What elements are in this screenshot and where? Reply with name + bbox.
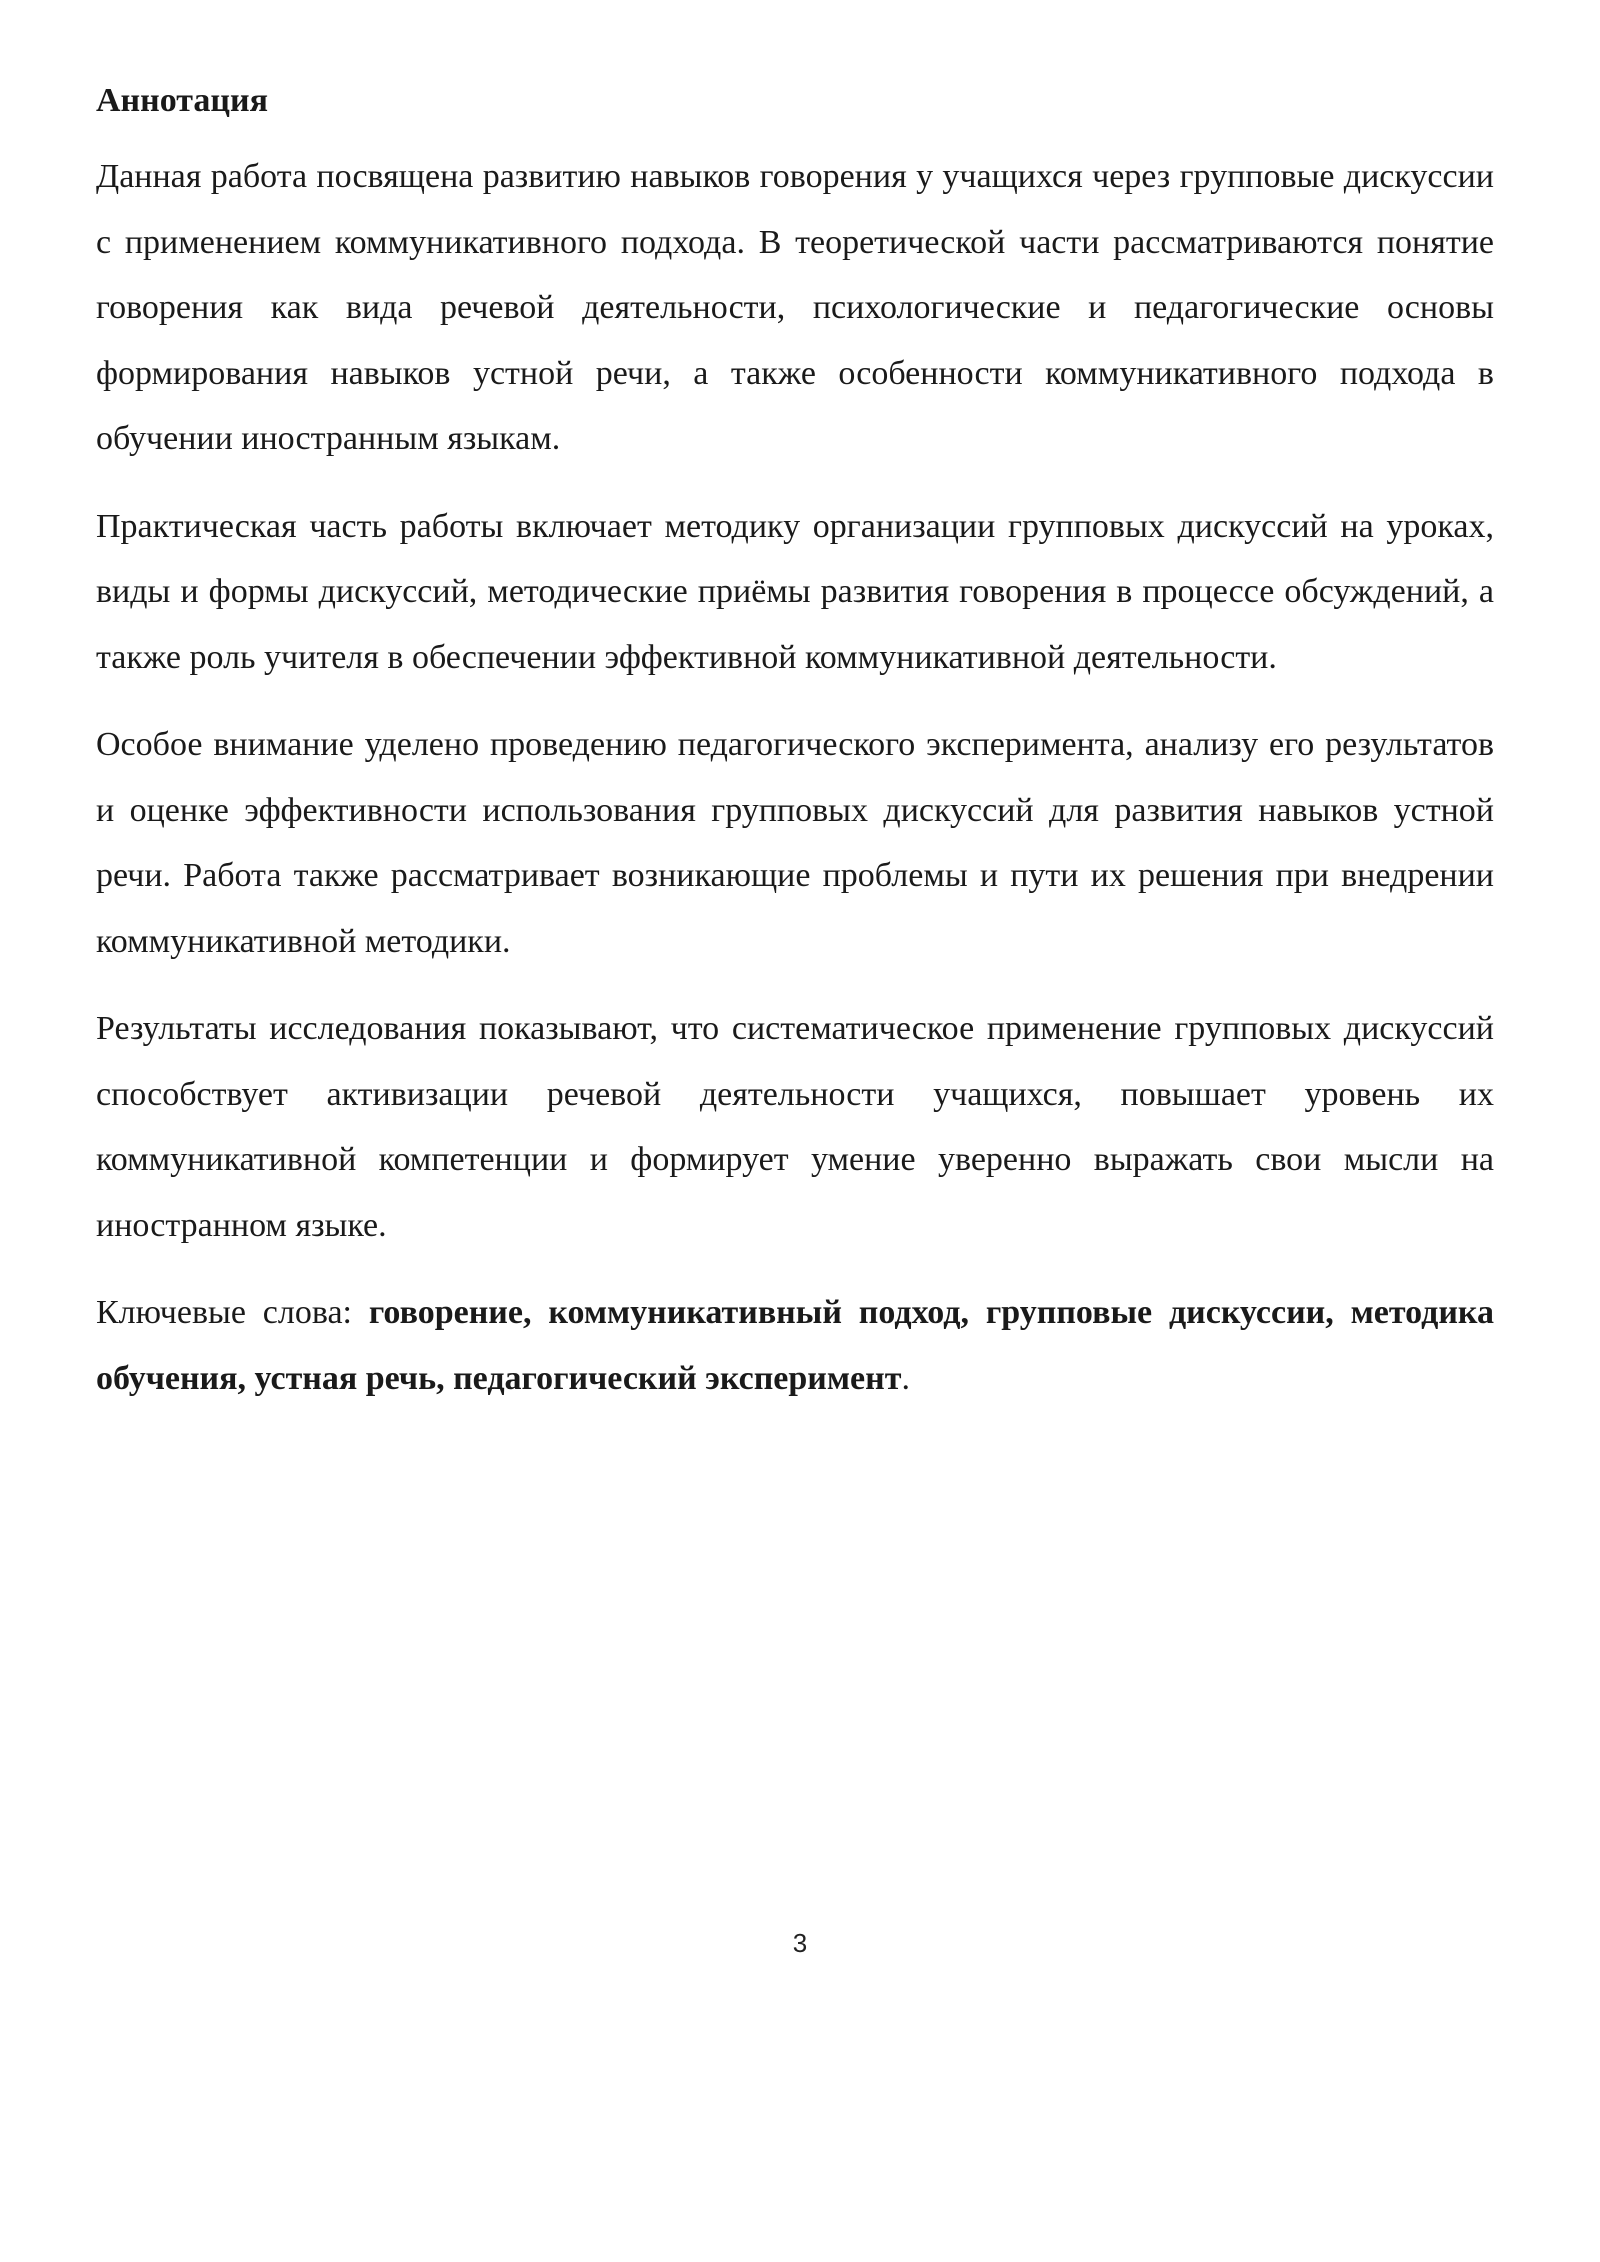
- document-page: [96, 70, 1494, 1433]
- page-title: Аннотация: [96, 82, 268, 119]
- abstract-paragraph-4: Результаты исследования показывают, что систематическое применение групповых дискуссий способствует активизации речевой деятельности учащихся, повышает уровень их коммуникативной компетенции и формирует умение уверенно выражать свои мысли на иностранном языке.: [96, 1010, 1494, 1244]
- abstract-paragraph-1: Данная работа посвящена развитию навыков говорения у учащихся через групповые дискуссии с применением коммуникативного подхода. В теоретической части рассматриваются понятие говорения как вида речевой деятельности, психологические и педагогические основы формирования навыков устной речи, а также особенности коммуникативного подхода в обучении иностранным языкам.: [96, 158, 1494, 457]
- abstract-paragraph-3: Особое внимание уделено проведению педагогического эксперимента, анализу его результатов и оценке эффективности использования групповых дискуссий для развития навыков устной речи. Работа также рассматривает возникающие проблемы и пути их решения при внедрении коммуникативной методики.: [96, 726, 1494, 960]
- keywords-paragraph: [96, 1280, 1494, 1411]
- page-number: 3: [792, 1928, 808, 1958]
- abstract-paragraph-2: Практическая часть работы включает методику организации групповых дискуссий на уроках, виды и формы дискуссий, методические приёмы развития говорения в процессе обсуждений, а также роль учителя в обеспечении эффективной коммуникативной деятельности.: [96, 507, 1494, 676]
- keywords-list: говорение, коммуникативный подход, групповые дискуссии, методика обучения, устная речь, педагогический эксперимент: [96, 1294, 1494, 1397]
- keywords-label: Ключевые слова:: [96, 1294, 369, 1331]
- keywords-end: .: [901, 1359, 910, 1397]
